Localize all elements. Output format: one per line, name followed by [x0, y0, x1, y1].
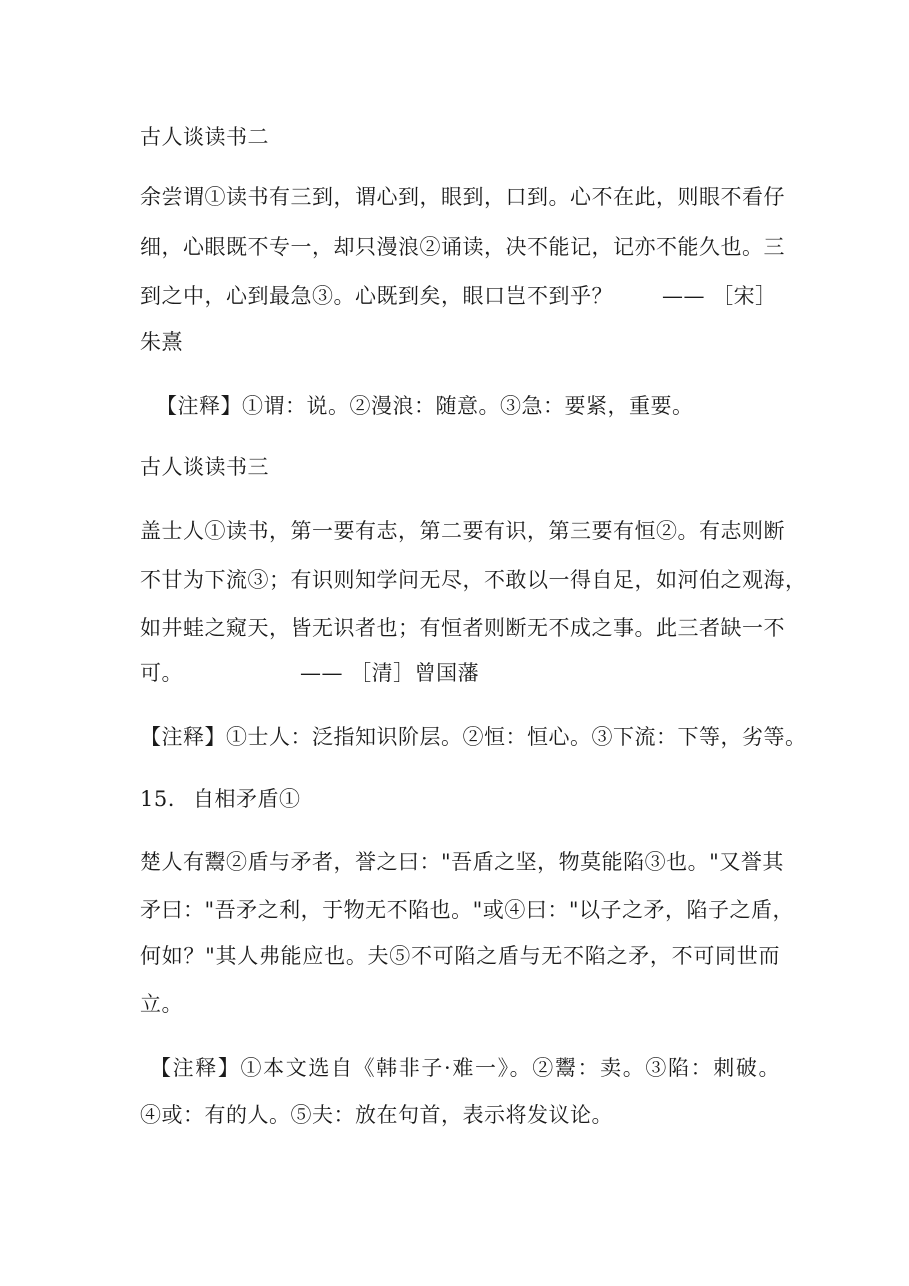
annotation-note: 【注释】①谓：说。②漫浪：随意。③急：要紧，重要。 [156, 394, 694, 418]
section-title: 古人谈读书二 [140, 125, 269, 149]
attribution: —— ［宋］ [662, 284, 777, 308]
body-line: 不甘为下流③；有识则知学问无尽，不敢以一得自足，如河伯之观海， [140, 568, 807, 592]
annotation-note: 【注释】①士人：泛指知识阶层。②恒：恒心。③下流：下等，劣等。 [140, 725, 807, 749]
body-line: 立。 [140, 992, 183, 1016]
body-line: 盖士人①读书，第一要有志，第二要有识，第三要有恒②。有志则断 [140, 519, 785, 543]
body-line: 到之中，心到最急③。心既到矣，眼口岂不到乎？ [140, 284, 613, 308]
body-line: 何如？"其人弗能应也。夫⑤不可陷之盾与无不陷之矛，不可同世而 [140, 944, 780, 968]
body-line: 细，心眼既不专一，却只漫浪②诵读，决不能记，记亦不能久也。三 [140, 235, 785, 259]
section-number: 15. [140, 787, 175, 811]
body-line: 楚人有鬻②盾与矛者，誉之曰："吾盾之坚，物莫能陷③也。"又誉其 [140, 850, 784, 874]
attribution: —— ［清］曾国藩 [300, 661, 480, 685]
section-title: 古人谈读书三 [140, 455, 269, 479]
section-title: 自相矛盾① [193, 787, 301, 811]
body-line: 如井蛙之窥天，皆无识者也；有恒者则断无不成之事。此三者缺一不 [140, 616, 785, 640]
body-line: 余尝谓①读书有三到，谓心到，眼到，口到。心不在此，则眼不看仔 [140, 185, 785, 209]
annotation-note: ④或：有的人。⑤夫：放在句首，表示将发议论。 [140, 1103, 613, 1127]
author-name: 朱熹 [140, 330, 183, 354]
annotation-note: 【注释】①本文选自《韩非子·难一》。②鬻：卖。③陷：刺破。 [150, 1056, 780, 1080]
body-line: 矛曰："吾矛之利，于物无不陷也。"或④曰："以子之矛，陷子之盾， [140, 898, 794, 922]
body-line: 可。 [140, 661, 183, 685]
